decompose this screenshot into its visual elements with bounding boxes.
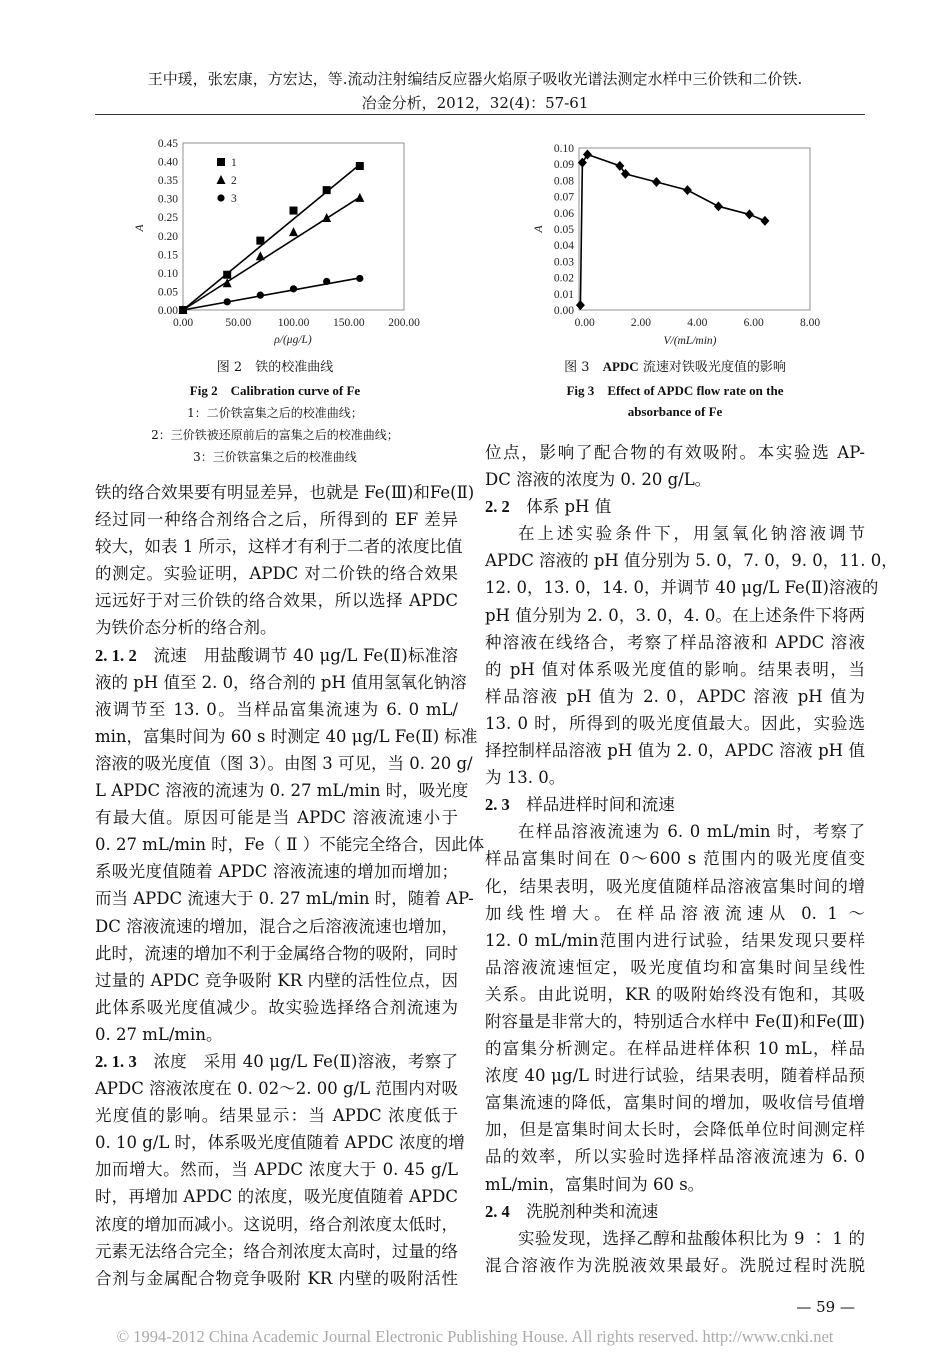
fig3-y-tick-label: 0.02 <box>553 272 574 285</box>
text-line <box>95 994 458 1021</box>
line-text: 位点，影响了配合物的有效吸附。本实验选 AP- <box>485 443 865 462</box>
text-line <box>95 940 458 967</box>
text-line <box>95 533 463 560</box>
line-text: 12. 0 mL/min范围内进行试验，结果发现只要样 <box>485 930 865 950</box>
section-number: 2. 1. 3 <box>95 1051 137 1071</box>
fig3-cn-label: 图 3 <box>564 360 590 375</box>
fig3-cn-title: 流速对铁吸光度值的影响 <box>642 360 786 375</box>
fig2-data-point-3 <box>257 292 264 299</box>
fig2-x-tick-label: 100.00 <box>277 317 310 329</box>
fig3-data-point <box>652 177 661 187</box>
line-text: 品溶液流速恒定，吸光度值均和富集时间呈线性 <box>485 957 865 977</box>
fig2-y-tick-label: 0.30 <box>157 193 178 206</box>
section-number: 2. 4 <box>485 1201 510 1221</box>
text-line <box>485 818 865 845</box>
fig3-data-point <box>760 216 769 226</box>
fig2-data-point-1 <box>323 186 331 194</box>
text-line <box>95 1102 458 1129</box>
text-line <box>485 466 865 493</box>
fig3-y-tick-label: 0.04 <box>553 240 574 253</box>
text-line <box>485 1225 865 1252</box>
line-text: 12. 0，13. 0，14. 0，并调节 40 μg/L Fe(Ⅱ)溶液的 <box>485 578 879 598</box>
fig3-data-point <box>683 185 692 195</box>
figures-canvas <box>0 0 950 360</box>
fig2-y-tick-label: 0.10 <box>157 267 178 280</box>
line-text: 附容量是非常大的，特别适合水样中 Fe(Ⅱ)和Fe(Ⅲ) <box>485 1011 865 1031</box>
fig3-y-tick-label: 0.03 <box>553 256 574 269</box>
line-text: 加而增大。然而，当 APDC 浓度大于 0. 45 g/L <box>95 1160 458 1180</box>
line-text: 经过同一种络合剂络合之后，所得到的 EF 差异 <box>95 510 458 530</box>
line-text: 混合溶液作为洗脱液效果最好。洗脱过程时洗脱 <box>485 1255 865 1275</box>
line-text: 在样品溶液流速为 6. 0 mL/min 时，考察了 <box>518 822 865 842</box>
fig2-x-tick-label: 150.00 <box>332 317 365 329</box>
fig2-legend-marker-1 <box>217 158 225 166</box>
fig2-note-1: 1：二价铁富集之后的校准曲线； <box>187 406 363 420</box>
fig3-data-point <box>583 149 592 159</box>
line-text: 流速 用盐酸调节 40 μg/L Fe(Ⅱ)标准溶 <box>153 645 459 665</box>
line-text: 此体系吸光度值减少。故实验选择络合剂流速为 <box>95 997 458 1017</box>
line-text: 洗脱剂种类和流速 <box>526 1201 659 1221</box>
fig2-x-axis-label: ρ/(μg/L) <box>274 334 312 346</box>
citation-line-1: 王中瑗，张宏康，方宏达，等.流动注射编结反应器火焰原子吸收光谱法测定水样中三价铁和二价铁. <box>147 70 803 88</box>
fig3-y-tick-label: 0.06 <box>553 207 574 220</box>
text-line <box>95 1021 458 1048</box>
fig2-data-point-3 <box>356 275 363 282</box>
line-text: 元素无法络合完全；络合剂浓度太高时，过量的络 <box>95 1241 458 1261</box>
fig2-y-axis-label: A <box>134 224 146 232</box>
line-text: APDC 溶液的 pH 值分别为 5. 0，7. 0，9. 0，11. 0， <box>485 551 898 571</box>
fig2-plot-frame <box>183 143 404 310</box>
fig2-caption-cn <box>95 356 455 375</box>
fig2-data-point-1 <box>256 237 264 245</box>
line-text: 富集流速的降低，富集时间的增加，吸收信号值增 <box>485 1093 865 1113</box>
line-text: L APDC 溶液的流速为 0. 27 mL/min 时，吸光度 <box>95 781 469 801</box>
fig3-en-label: Fig 3 <box>566 383 595 398</box>
text-line <box>485 547 898 574</box>
line-text: 液的 pH 值至 2. 0，络合剂的 pH 值用氢氧化钠溶 <box>95 672 467 692</box>
fig3-series-line <box>580 154 765 305</box>
text-line <box>485 602 865 629</box>
fig3-data-point <box>714 201 723 211</box>
fig2-data-point-3 <box>179 306 186 313</box>
text-line <box>95 804 458 831</box>
line-text: 种溶液在线络合，考察了样品溶液和 APDC 溶液 <box>485 632 865 652</box>
fig2-data-point-1 <box>290 207 298 215</box>
line-text: 0. 27 mL/min 时，Fe（ Ⅱ ）不能完全络合，因此体 <box>95 835 485 855</box>
line-text: 样品富集时间在 0～600 s 范围内的吸光度值变 <box>485 849 865 869</box>
text-line <box>485 737 865 764</box>
fig2-note-3: 3：三价铁富集之后的校准曲线 <box>193 450 357 464</box>
text-line <box>95 831 485 858</box>
section-number: 2. 2 <box>485 497 510 517</box>
fig2-y-tick-label: 0.05 <box>157 286 178 299</box>
section-number: 2. 3 <box>485 795 510 815</box>
fig3-plot-frame <box>579 148 810 310</box>
fig2-note-2: 2：三价铁被还原前后的富集之后的校准曲线； <box>151 428 399 442</box>
line-text: 较大，如表 1 所示，这样才有利于二者的浓度比值 <box>95 537 463 557</box>
text-line <box>485 1035 865 1062</box>
fig3-data-point <box>745 209 754 219</box>
line-text: 液调节至 13. 0。当样品富集流速为 6. 0 mL/ <box>95 699 458 719</box>
fig3-cn-title-bold: APDC <box>602 359 639 374</box>
line-text: 浓度 40 μg/L 时进行试验，结果表明，随着样品预 <box>485 1066 865 1086</box>
left-text-column <box>95 479 485 1292</box>
text-line <box>485 710 865 737</box>
line-text: DC 溶液的浓度为 0. 20 g/L。 <box>485 470 712 490</box>
text-line <box>95 967 458 994</box>
text-line <box>485 1089 865 1116</box>
fig3-x-tick-label: 4.00 <box>687 317 708 329</box>
text-line <box>95 1183 458 1210</box>
section-heading-line <box>95 642 458 669</box>
fig3-caption-cn <box>485 356 865 375</box>
text-line <box>95 750 473 777</box>
fig3-y-tick-label: 0.01 <box>553 288 574 301</box>
section-heading-line <box>485 493 865 520</box>
line-text: 光度值的影响。结果显示：当 APDC 浓度低于 <box>95 1106 458 1126</box>
text-line <box>95 614 458 641</box>
text-line <box>95 723 478 750</box>
fig2-en-label: Fig 2 <box>189 383 218 398</box>
line-text: APDC 溶液浓度在 0. 02～2. 00 g/L 范围内对吸 <box>95 1079 458 1099</box>
line-text: pH 值分别为 2. 0，3. 0，4. 0。在上述条件下将两 <box>485 605 865 625</box>
line-text: 加，但是富集时间太长时，会降低单位时间测定样 <box>485 1120 865 1140</box>
fig2-y-tick-label: 0.40 <box>157 156 178 169</box>
right-text-column <box>485 439 898 1279</box>
line-text: mL/min，富集时间为 60 s。 <box>485 1174 705 1194</box>
fig3-y-tick-label: 0.08 <box>553 175 574 188</box>
line-text: 样品溶液 pH 值为 2. 0，APDC 溶液 pH 值为 <box>485 686 865 706</box>
text-line <box>485 900 865 927</box>
fig2-y-tick-label: 0.20 <box>157 230 178 243</box>
fig2-data-point-3 <box>224 298 231 305</box>
fig2-fit-line-1 <box>183 165 360 310</box>
section-number: 2. 1. 2 <box>95 645 137 665</box>
fig2-caption-en <box>95 380 455 399</box>
line-text: DC 溶液流速的增加，混合之后溶液流速也增加， <box>95 916 458 936</box>
line-text: 化，结果表明，吸光度值随样品溶液富集时间的增 <box>485 876 865 896</box>
text-line <box>95 885 474 912</box>
text-line <box>485 1008 865 1035</box>
line-text: 铁的络合效果要有明显差异，也就是 Fe(Ⅲ)和Fe(Ⅱ) <box>95 483 475 502</box>
copyright-notice: © 1994-2012 China Academic Journal Electronic Publishing House. All rights reserved. http://www.cnki.net <box>116 1327 834 1346</box>
text-line <box>95 777 469 804</box>
line-text: 体系 pH 值 <box>526 497 612 517</box>
fig3-y-tick-label: 0.09 <box>553 159 574 172</box>
line-text: 择控制样品溶液 pH 值为 2. 0，APDC 溶液 pH 值 <box>485 741 865 761</box>
text-line <box>485 764 865 791</box>
text-line <box>485 683 865 710</box>
line-text: 的测定。实验证明，APDC 对二价铁的络合效果 <box>95 564 458 584</box>
fig3-y-tick-label: 0.00 <box>553 305 574 317</box>
line-text: 时，再增加 APDC 的浓度，吸光度值随着 APDC <box>95 1187 458 1207</box>
fig2-y-tick-label: 0.45 <box>157 138 178 150</box>
line-text: 有最大值。原因可能是当 APDC 溶液流速小于 <box>95 808 458 828</box>
fig2-x-tick-label: 0.00 <box>172 317 194 329</box>
section-heading-line <box>95 1048 458 1075</box>
fig2-data-point-3 <box>323 278 330 285</box>
fig3-caption-en-2 <box>485 404 865 420</box>
text-line <box>485 927 865 954</box>
fig2-x-tick-label: 50.00 <box>225 317 252 329</box>
text-line <box>485 574 879 601</box>
fig2-legend-marker-2 <box>217 175 226 184</box>
line-text: 合剂与金属配合物竞争吸附 KR 内壁的吸附活性 <box>95 1268 458 1288</box>
fig3-y-tick-label: 0.10 <box>553 143 574 155</box>
text-line <box>95 669 467 696</box>
text-line <box>485 1143 865 1170</box>
fig2-x-tick-label: 200.00 <box>388 317 420 329</box>
line-text: 的 pH 值对体系吸光度值的影响。结果表明，当 <box>485 659 865 679</box>
text-line <box>485 439 865 466</box>
line-text: 系吸光度值随着 APDC 溶液流速的增加而增加； <box>95 862 458 882</box>
line-text: min，富集时间为 60 s 时测定 40 μg/L Fe(Ⅱ) 标准 <box>95 726 478 746</box>
text-line <box>95 1238 458 1265</box>
text-line <box>485 1171 865 1198</box>
line-text: 样品进样时间和流速 <box>526 795 675 815</box>
fig3-x-tick-label: 8.00 <box>799 317 821 329</box>
fig3-x-tick-label: 6.00 <box>743 317 764 329</box>
line-text: 浓度 采用 40 μg/L Fe(Ⅱ)溶液，考察了 <box>153 1051 459 1071</box>
line-text: 浓度的增加而减小。这说明，络合剂浓度太低时， <box>95 1214 458 1234</box>
text-line <box>95 913 458 940</box>
line-text: 在上述实验条件下，用氢氧化钠溶液调节 <box>518 524 865 544</box>
fig3-x-tick-label: 0.00 <box>574 317 595 329</box>
fig3-en-title-1: Effect of APDC flow rate on the <box>607 383 784 398</box>
text-line <box>485 873 865 900</box>
fig3-y-axis-label: A <box>533 225 545 233</box>
line-text: 关系。由此说明，KR 的吸附始终没有饱和，其吸 <box>485 984 865 1004</box>
text-line <box>485 1116 865 1143</box>
fig2-data-point-2 <box>256 251 265 260</box>
fig2-y-tick-label: 0.00 <box>157 305 178 317</box>
section-heading-line <box>485 791 865 818</box>
fig2-data-point-1 <box>356 162 364 170</box>
fig2-data-point-2 <box>322 213 331 222</box>
fig3-y-tick-label: 0.05 <box>553 224 574 236</box>
line-text: 0. 10 g/L 时，体系吸光度值随着 APDC 浓度的增 <box>95 1133 465 1153</box>
line-text: 过量的 APDC 竞争吸附 KR 内壁的活性位点，因 <box>95 970 458 990</box>
fig2-cn-label: 图 2 <box>216 360 243 375</box>
fig2-y-tick-label: 0.35 <box>157 175 178 188</box>
text-line <box>485 954 865 981</box>
text-line <box>95 1156 458 1183</box>
text-line <box>95 587 458 614</box>
line-text: 的富集分析测定。在样品进样体积 10 mL，样品 <box>485 1039 865 1059</box>
fig2-legend-label-2: 2 <box>231 175 237 187</box>
fig2-legend-marker-3 <box>217 194 224 201</box>
text-line <box>485 656 865 683</box>
text-line <box>95 1265 458 1292</box>
fig2-data-point-2 <box>289 227 298 236</box>
text-line <box>485 520 865 547</box>
page-number: — 59 — <box>796 1298 855 1316</box>
line-text: 溶液的吸光度值（图 3）。由图 3 可见，当 0. 20 g/ <box>95 753 473 773</box>
fig2-fit-line-2 <box>183 197 360 310</box>
text-line <box>95 1129 465 1156</box>
text-line <box>95 479 475 506</box>
fig3-y-tick-label: 0.07 <box>553 191 574 204</box>
text-line <box>95 858 458 885</box>
fig3-x-tick-label: 2.00 <box>630 317 652 329</box>
line-text: 加线性增大。在样品溶液流速从 0. 1 ～ <box>485 903 865 923</box>
text-line <box>485 1252 865 1279</box>
fig2-data-point-3 <box>290 285 297 292</box>
text-line <box>95 506 458 533</box>
line-text: 为铁价态分析的络合剂。 <box>95 618 277 638</box>
text-line <box>485 981 865 1008</box>
fig3-en-title-2: absorbance of Fe <box>627 404 723 419</box>
citation-line-2: 冶金分析，2012，32(4)：57-61 <box>361 94 589 112</box>
fig2-y-tick-label: 0.25 <box>157 212 178 225</box>
text-line <box>485 845 865 872</box>
fig3-data-point <box>576 300 585 310</box>
fig2-legend-label-3: 3 <box>231 193 237 205</box>
line-text: 为 13. 0。 <box>485 768 566 788</box>
line-text: 品的效率，所以实验时选择样品溶液流速为 6. 0 <box>485 1147 865 1167</box>
line-text: 而当 APDC 流速大于 0. 27 mL/min 时，随着 AP- <box>95 889 474 909</box>
fig3-x-axis-label: V/(mL/min) <box>663 335 717 347</box>
line-text: 远远好于对三价铁的络合效果，所以选择 APDC <box>95 591 458 611</box>
section-heading-line <box>485 1198 865 1225</box>
fig3-caption-en <box>485 380 865 399</box>
text-line <box>95 1075 458 1102</box>
fig2-y-tick-label: 0.15 <box>157 249 178 262</box>
line-text: 实验发现，选择乙醇和盐酸体积比为 9 ∶ 1 的 <box>518 1228 865 1248</box>
text-line <box>95 1211 458 1238</box>
fig2-data-point-1 <box>223 271 231 279</box>
fig2-cn-title: 铁的校准曲线 <box>255 360 334 375</box>
fig2-legend-label-1: 1 <box>231 157 237 169</box>
fig2-data-point-2 <box>355 193 364 202</box>
line-text: 0. 27 mL/min。 <box>95 1024 223 1044</box>
text-line <box>95 560 458 587</box>
fig2-en-title: Calibration curve of Fe <box>230 383 361 398</box>
text-line <box>95 696 458 723</box>
line-text: 13. 0 时，所得到的吸光度值最大。因此，实验选 <box>485 713 865 733</box>
text-line <box>485 629 865 656</box>
line-text: 此时，流速的增加不利于金属络合物的吸附，同时 <box>95 943 458 963</box>
text-line <box>485 1062 865 1089</box>
